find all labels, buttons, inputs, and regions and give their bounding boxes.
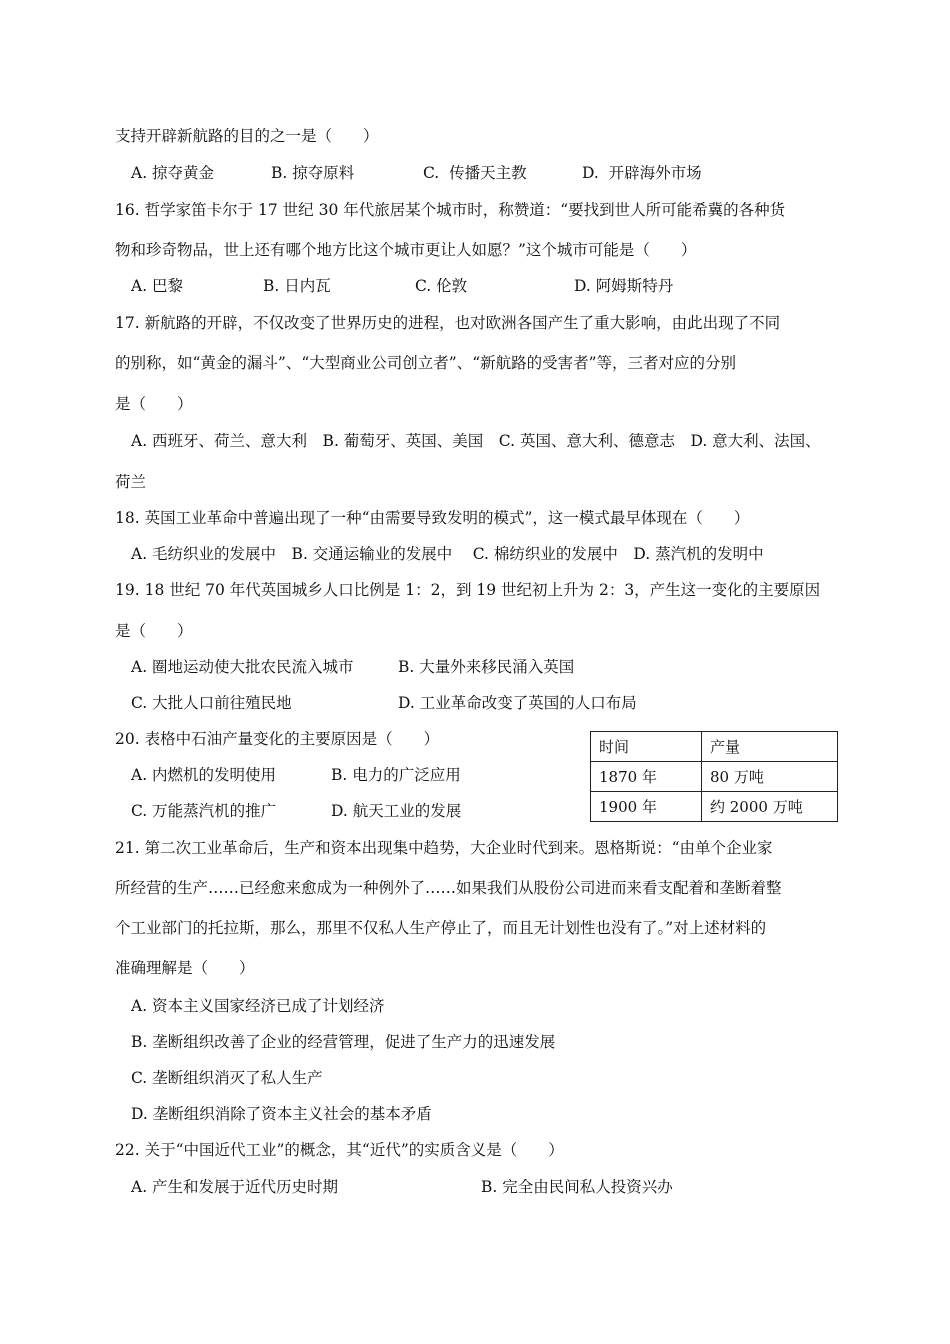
q15-option-b: B. 掠夺原料 (271, 164, 355, 182)
table-row (591, 792, 838, 822)
oil-production-table (590, 731, 838, 822)
table-header-output: 产量 (702, 732, 838, 762)
q16-option-c: C. 伦敦 (415, 277, 468, 295)
q21-stem-line3: 个工业部门的托拉斯，那么，那里不仅私人生产停止了，而且无计划性也没有了。”对上述材料的 (115, 919, 767, 937)
q15-option-d: D. 开辟海外市场 (582, 164, 702, 182)
q20-option-d: D. 航天工业的发展 (331, 802, 462, 820)
q18-options: A. 毛纺织业的发展中 B. 交通运输业的发展中 C. 棉纺织业的发展中 D. 蒸汽机的发明中 (131, 545, 764, 563)
q21-stem-line1: 21. 第二次工业革命后，生产和资本出现集中趋势，大企业时代到来。恩格斯说：“由单个企业家 (115, 839, 773, 857)
q21-option-d: D. 垄断组织消除了资本主义社会的基本矛盾 (131, 1105, 432, 1123)
q19-option-c: C. 大批人口前往殖民地 (131, 694, 292, 712)
table-header-time: 时间 (591, 732, 702, 762)
q21-stem-line2: 所经营的生产……已经愈来愈成为一种例外了……如果我们从股份公司进而来看支配着和垄断着整 (115, 879, 782, 897)
q21-stem-line4: 准确理解是（ ） (115, 959, 255, 977)
q16-option-a: A. 巴黎 (131, 277, 184, 295)
q15-stem: 支持开辟新航路的目的之一是（ ） (115, 127, 379, 145)
q16-stem-line2: 物和珍奇物品，世上还有哪个地方比这个城市更让人如愿？”这个城市可能是（ ） (115, 241, 697, 259)
q19-stem-line2: 是（ ） (115, 622, 193, 640)
table-cell: 80 万吨 (702, 762, 838, 792)
q18-stem: 18. 英国工业革命中普遍出现了一种“由需要导致发明的模式”，这一模式最早体现在（ ） (115, 509, 750, 527)
q21-option-c: C. 垄断组织消灭了私人生产 (131, 1069, 323, 1087)
table-cell: 1870 年 (591, 762, 702, 792)
q16-stem-line1: 16. 哲学家笛卡尔于 17 世纪 30 年代旅居某个城市时，称赞道：“要找到世人所可能希冀的各种货 (115, 201, 786, 219)
q16-option-b: B. 日内瓦 (263, 277, 331, 295)
q19-option-a: A. 圈地运动使大批农民流入城市 (131, 658, 354, 676)
q22-option-b: B. 完全由民间私人投资兴办 (481, 1178, 673, 1196)
table-cell: 1900 年 (591, 792, 702, 822)
q17-stem-line1: 17. 新航路的开辟，不仅改变了世界历史的进程，也对欧洲各国产生了重大影响，由此出现了不同 (115, 314, 781, 332)
table-row (591, 762, 838, 792)
q19-option-b: B. 大量外来移民涌入英国 (398, 658, 575, 676)
q20-option-c: C. 万能蒸汽机的推广 (131, 802, 277, 820)
q16-option-d: D. 阿姆斯特丹 (574, 277, 674, 295)
q15-option-a: A. 掠夺黄金 (131, 164, 215, 182)
q20-option-b: B. 电力的广泛应用 (331, 766, 461, 784)
q19-stem-line1: 19. 18 世纪 70 年代英国城乡人口比例是 1：2，到 19 世纪初上升为 2：3，产生这一变化的主要原因 (115, 581, 821, 599)
q22-option-a: A. 产生和发展于近代历史时期 (131, 1178, 339, 1196)
q21-option-b: B. 垄断组织改善了企业的经营管理，促进了生产力的迅速发展 (131, 1033, 556, 1051)
q21-option-a: A. 资本主义国家经济已成了计划经济 (131, 997, 385, 1015)
q19-option-d: D. 工业革命改变了英国的人口布局 (398, 694, 637, 712)
q17-options-cont: 荷兰 (115, 473, 147, 491)
q17-stem-line3: 是（ ） (115, 395, 193, 413)
q20-stem: 20. 表格中石油产量变化的主要原因是（ ） (115, 730, 440, 748)
q17-stem-line2: 的别称，如“黄金的漏斗”、“大型商业公司创立者”、“新航路的受害者”等，三者对应的分别 (115, 354, 737, 372)
q15-option-c: C. 传播天主教 (423, 164, 527, 182)
table-header-row (591, 732, 838, 762)
table-cell: 约 2000 万吨 (702, 792, 838, 822)
q20-option-a: A. 内燃机的发明使用 (131, 766, 277, 784)
q22-stem: 22. 关于“中国近代工业”的概念，其“近代”的实质含义是（ ） (115, 1141, 564, 1159)
q17-options: A. 西班牙、荷兰、意大利 B. 葡萄牙、英国、美国 C. 英国、意大利、德意志 D. 意大利、法国、 (131, 432, 821, 450)
